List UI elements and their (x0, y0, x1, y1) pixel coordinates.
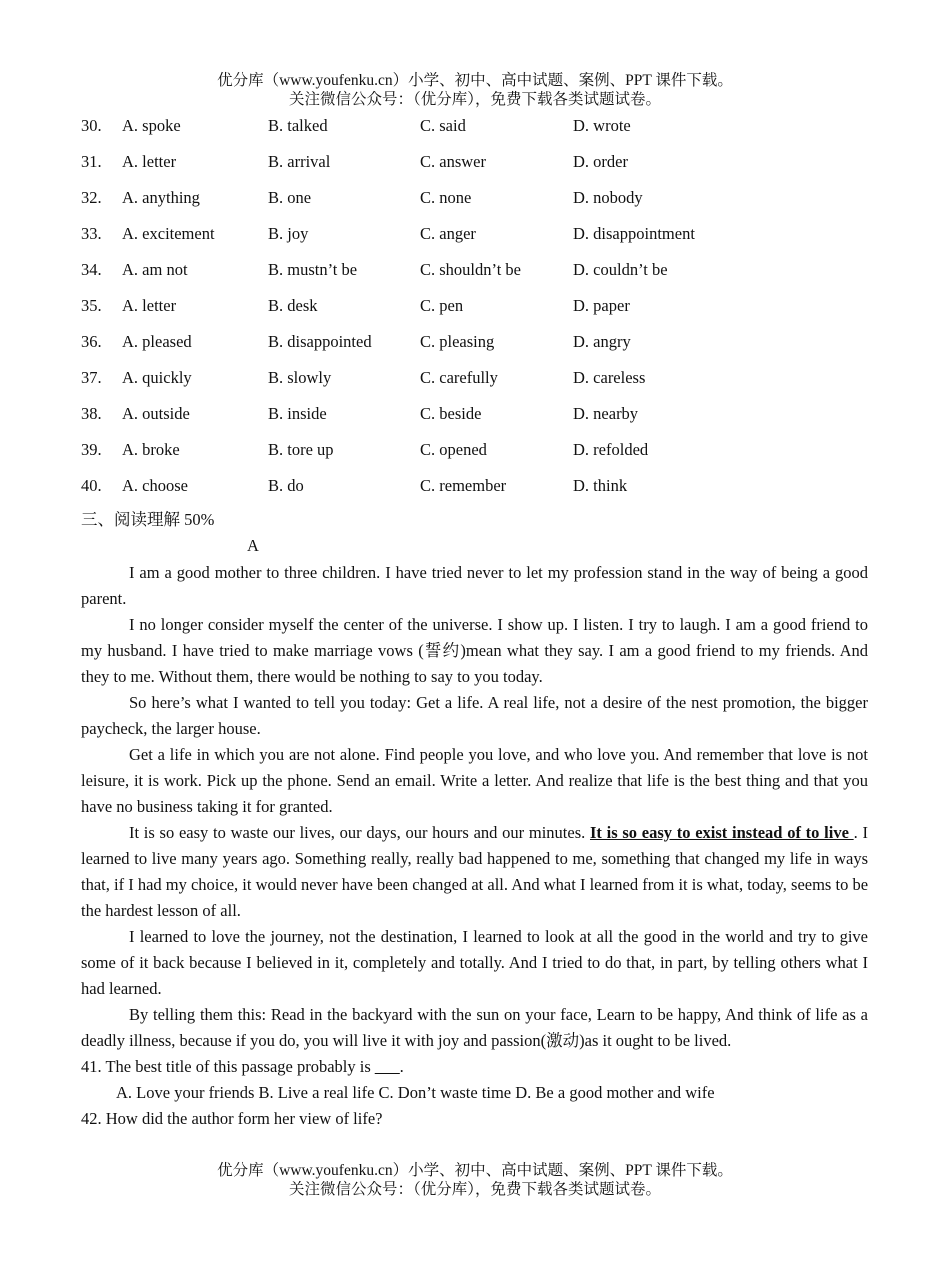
option-d: D. nearby (573, 404, 639, 423)
option-a: A. choose (122, 476, 188, 495)
option-a: A. am not (122, 260, 188, 279)
option-a: A. outside (122, 404, 190, 423)
footer-line-1: 优分库（www.youfenku.cn）小学、初中、高中试题、案例、PPT 课件下载。 (217, 1162, 733, 1179)
option-c: C. remember (420, 476, 507, 495)
option-a: A. pleased (122, 332, 192, 351)
option-b: B. slowly (268, 368, 332, 387)
option-c: C. said (420, 116, 466, 135)
option-c: C. pen (420, 296, 464, 315)
question-number: 31. (81, 152, 102, 171)
passage-label: A (247, 536, 259, 555)
option-b: B. arrival (268, 152, 331, 171)
option-row (81, 184, 881, 220)
option-c: C. none (420, 188, 472, 207)
option-b: B. joy (268, 224, 309, 243)
option-d: D. paper (573, 296, 630, 315)
paragraph-3: So here’s what I wanted to tell you today: Get a life. A real life, not a desire of the nest promotion, the bigger paycheck, the larger house. (81, 693, 868, 738)
option-a: A. anything (122, 188, 200, 207)
paragraph-5-end: . I learned to live many years ago. Something really, really bad happened to me, something that changed my life in ways that, if I had my choice, it would never have been changed at all. And what I learned from it is what, today, seems to be the hardest lesson of all. (81, 823, 869, 920)
reading-passage (81, 560, 868, 1132)
paragraph-1: I am a good mother to three children. I have tried never to let my profession stand in the way of being a good parent. (81, 563, 868, 608)
option-d: D. careless (573, 368, 646, 387)
question-number: 30. (81, 116, 102, 135)
option-c: C. shouldn’t be (420, 260, 521, 279)
footer-line-2: 关注微信公众号：（优分库），免费下载各类试题试卷。 (288, 1181, 661, 1198)
paragraph-2: I no longer consider myself the center of the universe. I show up. I listen. I try to laugh. I am a good friend to my husband. I have tried to make marriage vows (誓约)mean what they say. I am a good friend to my friends. And they to me. Without them, there would be nothing to say to you today. (81, 615, 868, 686)
option-d: D. think (573, 476, 628, 495)
option-d: D. nobody (573, 188, 643, 207)
option-b: B. talked (268, 116, 328, 135)
question-number: 33. (81, 224, 102, 243)
option-d: D. wrote (573, 116, 631, 135)
option-b: B. desk (268, 296, 318, 315)
question-number: 32. (81, 188, 102, 207)
question-number: 38. (81, 404, 102, 423)
paragraph-5 (81, 820, 868, 924)
option-b: B. one (268, 188, 312, 207)
header-line-1: 优分库（www.youfenku.cn）小学、初中、高中试题、案例、PPT 课件下载。 (217, 72, 733, 89)
option-b: B. disappointed (268, 332, 372, 351)
question-number: 39. (81, 440, 102, 459)
question-number: 36. (81, 332, 102, 351)
option-c: C. opened (420, 440, 487, 459)
underlined-sentence: It is so easy to exist instead of to live (589, 823, 854, 842)
option-a: A. quickly (122, 368, 192, 387)
option-c: C. pleasing (420, 332, 495, 351)
option-row (81, 364, 881, 400)
option-row (81, 112, 881, 148)
option-row (81, 256, 881, 292)
section-title: 三、阅读理解 50% (81, 510, 215, 529)
question-number: 37. (81, 368, 102, 387)
header-line-2: 关注微信公众号：（优分库），免费下载各类试题试卷。 (288, 91, 661, 108)
option-b: B. inside (268, 404, 327, 423)
paragraph-7: By telling them this: Read in the backyard with the sun on your face, Learn to be happy, And think of life as a deadly illness, because if you do, you will live it with joy and passion(激动)as it ought to be lived. (81, 1005, 868, 1050)
option-row (81, 292, 881, 328)
option-a: A. broke (122, 440, 180, 459)
page-header (0, 71, 950, 109)
option-row (81, 400, 881, 436)
question-number: 34. (81, 260, 102, 279)
option-row (81, 148, 881, 184)
question-42: 42. How did the author form her view of life? (81, 1109, 383, 1128)
option-d: D. refolded (573, 440, 649, 459)
option-row (81, 472, 881, 508)
option-row (81, 436, 881, 472)
option-b: B. do (268, 476, 304, 495)
paragraph-6: I learned to love the journey, not the destination, I learned to look at all the good in the world and try to give some of it back because I believed in it, completely and totally. And I tried to do that, in part, by telling others what I had learned. (81, 927, 868, 998)
answer-blank: ___ (374, 1057, 400, 1076)
answer-options-table (81, 112, 881, 508)
option-d: D. couldn’t be (573, 260, 668, 279)
question-number: 35. (81, 296, 102, 315)
option-d: D. order (573, 152, 628, 171)
question-41-end: . (399, 1057, 404, 1076)
option-a: A. spoke (122, 116, 181, 135)
page-footer (0, 1161, 950, 1199)
question-number: 40. (81, 476, 102, 495)
question-41-stem: 41. The best title of this passage probably is (81, 1057, 375, 1076)
option-c: C. anger (420, 224, 476, 243)
option-a: A. letter (122, 296, 177, 315)
option-d: D. angry (573, 332, 631, 351)
option-c: C. carefully (420, 368, 498, 387)
option-a: A. excitement (122, 224, 215, 243)
option-a: A. letter (122, 152, 177, 171)
option-row (81, 220, 881, 256)
question-41-choices: A. Love your friends B. Live a real life C. Don’t waste time D. Be a good mother and wife (116, 1083, 715, 1102)
paragraph-4: Get a life in which you are not alone. Find people you love, and who love you. And remember that love is not leisure, it is work. Pick up the phone. Send an email. Write a letter. And realize that life is the best thing and that you have no business taking it for granted. (81, 745, 868, 816)
option-c: C. beside (420, 404, 482, 423)
question-41 (81, 1054, 868, 1080)
option-c: C. answer (420, 152, 486, 171)
paragraph-5-start: It is so easy to waste our lives, our days, our hours and our minutes. (129, 823, 590, 842)
option-d: D. disappointment (573, 224, 695, 243)
option-row (81, 328, 881, 364)
option-b: B. mustn’t be (268, 260, 358, 279)
option-b: B. tore up (268, 440, 334, 459)
